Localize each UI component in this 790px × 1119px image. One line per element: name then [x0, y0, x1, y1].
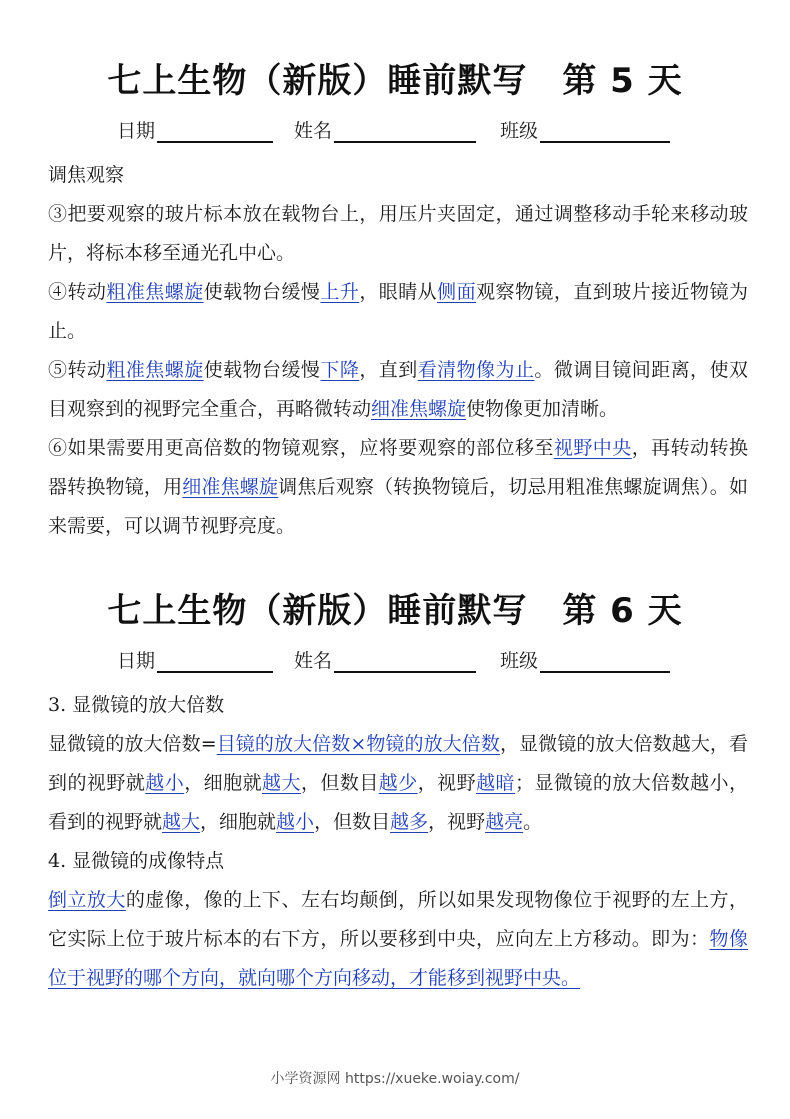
day5-step4: ④转动粗准焦螺旋使载物台缓慢上升，眼睛从侧面观察物镜，直到玻片接近物镜为止。: [48, 281, 748, 342]
answer-blank: 细准焦螺旋: [182, 476, 279, 498]
answer-blank: 越少: [378, 772, 418, 794]
class-blank[interactable]: [540, 119, 670, 143]
answer-blank: 侧面: [437, 281, 477, 303]
day5-title: 七上生物（新版）睡前默写 第 5 天: [107, 61, 683, 101]
answer-blank: 越小: [276, 811, 315, 833]
answer-blank: 倒立放大: [48, 889, 126, 911]
answer-blank: 越大: [162, 811, 201, 833]
day5-step3: ③把要观察的玻片标本放在载物台上，用压片夹固定，通过调整移动手轮来移动玻片，将标本移至通光孔中心。: [48, 203, 748, 264]
answer-blank: 物像位于视野的哪个方向，就向哪个方向移动，才能移到视野中央。: [48, 928, 748, 989]
answer-blank: 粗准焦螺旋: [106, 359, 204, 381]
answer-blank: 视野中央: [553, 437, 632, 459]
answer-blank: 越大: [262, 772, 301, 794]
day6-magnification-text: 显微镜的放大倍数=目镜的放大倍数×物镜的放大倍数，显微镜的放大倍数越大，看到的视野就越小，细胞就越大，但数目越少，视野越暗；显微镜的放大倍数越小，看到的视野就越大，细胞就越小，但数目越多，视野越亮。: [48, 733, 749, 833]
name-label: 姓名: [294, 120, 333, 142]
answer-blank: 上升: [320, 281, 360, 303]
answer-blank: 细准焦螺旋: [371, 398, 467, 420]
answer-blank: 越亮: [485, 811, 524, 833]
day6-heading-magnification: 3. 显微镜的放大倍数: [48, 694, 225, 716]
answer-blank: 粗准焦螺旋: [106, 281, 204, 303]
day5-heading: 调焦观察: [48, 164, 125, 186]
day5-step5: ⑤转动粗准焦螺旋使载物台缓慢下降，直到看清物像为止。微调目镜间距离，使双目观察到的视野完全重合，再略微转动细准焦螺旋使物像更加清晰。: [48, 359, 748, 420]
date-field[interactable]: [117, 646, 273, 673]
date-label: 日期: [117, 120, 156, 142]
name-label: 姓名: [294, 650, 333, 672]
class-blank[interactable]: [540, 649, 670, 673]
date-blank[interactable]: [157, 649, 273, 673]
answer-blank: 越暗: [476, 772, 515, 794]
day6-info-fields: [0, 640, 790, 674]
footer-source: 小学资源网 https://xueke.woiay.com/: [270, 1071, 520, 1087]
date-field[interactable]: [117, 116, 273, 143]
class-label: 班级: [500, 650, 539, 672]
class-label: 班级: [500, 120, 539, 142]
day5-content: [48, 156, 748, 546]
name-blank[interactable]: [334, 649, 476, 673]
answer-blank: 越多: [390, 811, 429, 833]
day6-heading-imaging: 4. 显微镜的成像特点: [48, 850, 225, 872]
day6-title: 七上生物（新版）睡前默写 第 6 天: [107, 591, 683, 631]
answer-blank: 目镜的放大倍数×物镜的放大倍数: [216, 733, 500, 755]
day6-section: [0, 588, 790, 674]
name-blank[interactable]: [334, 119, 476, 143]
day5-step6: ⑥如果需要用更高倍数的物镜观察，应将要观察的部位移至视野中央，再转动转换器转换物镜，用细准焦螺旋调焦后观察（转换物镜后，切忌用粗准焦螺旋调焦）。如来需要，可以调节视野亮度。: [48, 437, 748, 537]
name-field[interactable]: [294, 646, 476, 673]
date-label: 日期: [117, 650, 156, 672]
name-field[interactable]: [294, 116, 476, 143]
day6-content: [48, 686, 748, 998]
day5-info-fields: [0, 110, 790, 144]
day6-imaging-text: 倒立放大的虚像，像的上下、左右均颠倒，所以如果发现物像位于视野的左上方，它实际上位于玻片标本的右下方，所以要移到中央，应向左上方移动。即为：物像位于视野的哪个方向，就向哪个方向移动，才能移到视野中央。: [48, 889, 748, 989]
class-field[interactable]: [500, 646, 670, 673]
answer-blank: 看清物像为止: [417, 359, 535, 381]
date-blank[interactable]: [157, 119, 273, 143]
answer-blank: 下降: [320, 359, 360, 381]
class-field[interactable]: [500, 116, 670, 143]
day5-section: [0, 58, 790, 144]
answer-blank: 越小: [145, 772, 185, 794]
